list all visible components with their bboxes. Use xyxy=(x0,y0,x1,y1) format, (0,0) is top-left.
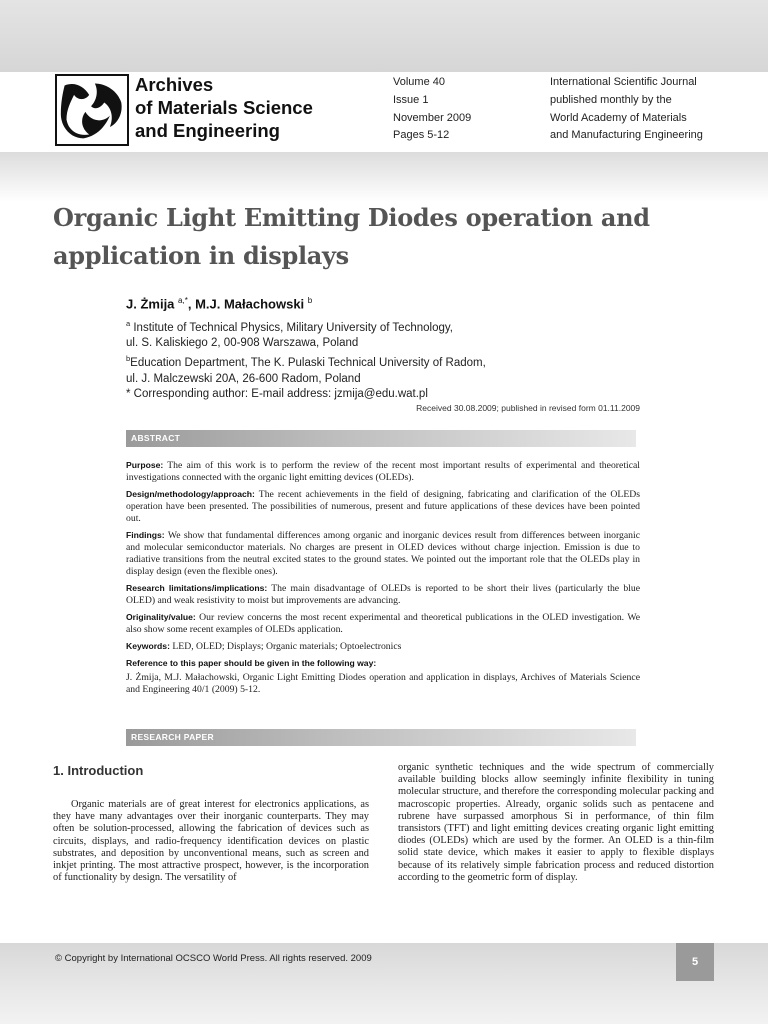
findings-label: Findings: xyxy=(126,530,165,540)
publisher-line-2: published monthly by the xyxy=(550,93,672,106)
design-label: Design/methodology/approach: xyxy=(126,489,255,499)
affiliation-b-mark: b xyxy=(126,354,131,364)
abstract-body xyxy=(126,459,640,700)
copyright-notice: © Copyright by International OCSCO World Press. All rights reserved. 2009 xyxy=(55,953,372,964)
journal-logo-icon xyxy=(55,74,129,146)
affiliation-a xyxy=(126,316,486,336)
journal-name-line-3: and Engineering xyxy=(135,120,280,141)
corresponding-author: * Corresponding author: E-mail address: jzmija@edu.wat.pl xyxy=(126,387,428,400)
abstract-limitations xyxy=(126,582,640,607)
affiliation-b-line-2: ul. J. Malczewski 20A, 26-600 Radom, Poland xyxy=(126,372,361,385)
abstract-reference-label xyxy=(126,657,640,670)
design-text: The recent achievements in the field of designing, fabricating and clarification of the OLEDs operation have been presented. The possibilities of numerous, present and future applications of these devices have been pointed out. xyxy=(126,489,641,524)
introduction-left-column: Organic materials are of great interest for electronics applications, as they have many advantages over their inorganic counterparts. They may often be solution-processed, allowing the fabrication of devices such as circuits, displays, and radio-frequency identification devices on plastic substrates, and deposition by unconventional means, such as screen and inkjet printing. The most attractive prospect, however, is the incorporation of functionality by design. The versatility of xyxy=(53,799,369,884)
introduction-heading: 1. Introduction xyxy=(53,763,144,778)
author-list xyxy=(126,296,312,311)
abstract-reference: J. Żmija, M.J. Małachowski, Organic Light Emitting Diodes operation and application in displays, Archives of Materials Science and Engineering 40/1 (2009) 5-12. xyxy=(126,672,640,695)
affiliation-a-mark: a xyxy=(126,319,131,328)
issue-date: November 2009 xyxy=(393,111,472,124)
received-dates: Received 30.08.2009; published in revised form 01.11.2009 xyxy=(416,403,640,413)
affiliation-b xyxy=(126,351,486,371)
limitations-text: The main disadvantage of OLEDs is reported to be short their lives (particularly the blue OLED) and weak resistivity to moist but improvements are advancing. xyxy=(126,583,640,606)
journal-name-line-2: of Materials Science xyxy=(135,97,313,118)
author-separator: , xyxy=(187,296,196,312)
author-1-affiliation-mark: a,* xyxy=(178,296,188,305)
research-paper-heading: RESEARCH PAPER xyxy=(126,729,636,746)
findings-text: We show that fundamental differences among organic and inorganic devices result from differences between inorganic and molecular semiconductor materials. No charges are present in OLED devices without charge injection. Emission is due to radiative transitions from the neutral excited states to the ground states. We pointed out the important role that the OLEDs play in display design (even the flexible ones). xyxy=(126,530,640,577)
purpose-label: Purpose: xyxy=(126,460,164,470)
limitations-label: Research limitations/implications: xyxy=(126,583,268,593)
abstract-originality xyxy=(126,611,640,636)
affiliation-b-line-1: Education Department, The K. Pulaski Technical University of Radom, xyxy=(130,357,486,370)
author-1: J. Żmija xyxy=(126,296,175,312)
author-2-affiliation-mark: b xyxy=(307,296,313,305)
affiliations xyxy=(126,316,486,402)
page-number: 5 xyxy=(676,943,714,981)
keywords-label: Keywords: xyxy=(126,641,170,651)
header-fade-band xyxy=(0,152,768,202)
abstract-design xyxy=(126,488,640,525)
journal-name xyxy=(135,73,313,142)
page-range: Pages 5-12 xyxy=(393,129,450,142)
publisher-info xyxy=(550,74,703,145)
abstract-purpose xyxy=(126,459,640,484)
issue-info xyxy=(393,74,471,145)
publisher-line-1: International Scientific Journal xyxy=(550,76,697,88)
author-2: M.J. Małachowski xyxy=(195,296,305,312)
header-top-band xyxy=(0,0,768,72)
volume: Volume 40 xyxy=(393,76,445,88)
reference-label: Reference to this paper should be given in the following way: xyxy=(126,658,377,668)
purpose-text: The aim of this work is to perform the review of the recent most important results of experimental and theoretical investigations connected with the organic light emitting devices (OLEDs). xyxy=(126,460,640,483)
abstract-findings xyxy=(126,529,640,578)
affiliation-a-line-1: Institute of Technical Physics, Military University of Technology, xyxy=(130,321,453,334)
publisher-line-3: World Academy of Materials xyxy=(550,111,687,124)
publisher-line-4: and Manufacturing Engineering xyxy=(550,129,703,142)
introduction-right-column: organic synthetic techniques and the wide spectrum of commercially available building blocks allow seemingly infinite flexibility in tuning molecular structure, and therefore the corresponding molecular packing and macroscopic properties. Already, organic solids such as pentacene and rubrene have surpassed amorphous Si in performance, of thin film transistors (TFT) and light emitting devices creating organic light emitting diodes (OLEDs) which are used by the former. An OLED is a thin-film solid state device, which makes it easier to apply to flexible displays because of its relatively simple fabrication process and reduced distortion according to the geometric form of display. xyxy=(398,762,714,883)
abstract-keywords xyxy=(126,640,640,653)
keywords-text: LED, OLED; Displays; Organic materials; Optoelectronics xyxy=(172,641,402,652)
abstract-heading: ABSTRACT xyxy=(126,430,636,447)
issue: Issue 1 xyxy=(393,93,429,106)
originality-text: Our review concerns the most recent experimental and theoretical publications in the OLED investigation. We also show some recent examples of OLEDs application. xyxy=(126,612,641,635)
journal-name-line-1: Archives xyxy=(135,74,214,95)
article-title: Organic Light Emitting Diodes operation and application in displays xyxy=(53,203,650,270)
originality-label: Originality/value: xyxy=(126,612,196,622)
affiliation-a-line-2: ul. S. Kaliskiego 2, 00-908 Warszawa, Poland xyxy=(126,337,359,350)
